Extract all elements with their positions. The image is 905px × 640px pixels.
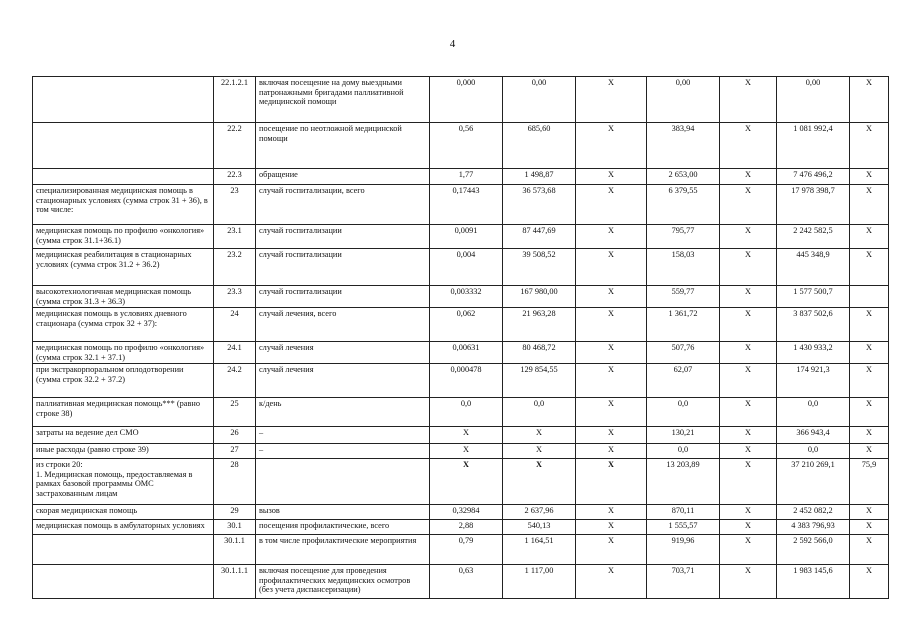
row-name-cell: медицинская помощь в условиях дневного стационара (сумма строк 32 + 37): bbox=[33, 308, 214, 342]
row-name-cell: при экстракорпоральном оплодотворении (сумма строк 32.2 + 37.2) bbox=[33, 364, 214, 398]
table-row bbox=[33, 364, 889, 398]
cost-cell: 1 498,87 bbox=[503, 169, 576, 185]
cost-cell: 1 164,51 bbox=[503, 535, 576, 565]
unit-cell: в том числе профилактические мероприятия bbox=[256, 535, 430, 565]
total-cell: 2 242 582,5 bbox=[777, 225, 850, 249]
per-capita-cell: 507,76 bbox=[647, 342, 720, 364]
percent-cell: X bbox=[850, 77, 889, 123]
percent-cell: X bbox=[850, 398, 889, 427]
percent-cell: X bbox=[850, 444, 889, 459]
cost-cell: 39 508,52 bbox=[503, 249, 576, 286]
total-cell: 4 383 796,93 bbox=[777, 520, 850, 535]
row-number-cell: 29 bbox=[214, 505, 256, 520]
per-capita-cell: 0,00 bbox=[647, 77, 720, 123]
row-name-cell: затраты на ведение дел СМО bbox=[33, 427, 214, 444]
unit-cell: посещение по неотложной медицинской помощи bbox=[256, 123, 430, 169]
row-name-cell: медицинская помощь по профилю «онкология» (сумма строк 31.1+36.1) bbox=[33, 225, 214, 249]
row-number-cell: 22.3 bbox=[214, 169, 256, 185]
x-cell: X bbox=[576, 286, 647, 308]
row-name-cell: паллиативная медицинская помощь*** (равно строке 38) bbox=[33, 398, 214, 427]
x-cell: X bbox=[720, 364, 777, 398]
norm-cell: X bbox=[430, 444, 503, 459]
table-row bbox=[33, 520, 889, 535]
cost-cell: 80 468,72 bbox=[503, 342, 576, 364]
per-capita-cell: 703,71 bbox=[647, 565, 720, 599]
norm-cell: 0,17443 bbox=[430, 185, 503, 225]
unit-cell: случай госпитализации, всего bbox=[256, 185, 430, 225]
x-cell: X bbox=[720, 520, 777, 535]
norm-cell: X bbox=[430, 459, 503, 505]
x-cell: X bbox=[576, 459, 647, 505]
total-cell: 37 210 269,1 bbox=[777, 459, 850, 505]
unit-cell: включая посещение для проведения профилактических медицинских осмотров (без учета диспансеризации) bbox=[256, 565, 430, 599]
table-row bbox=[33, 535, 889, 565]
norm-cell: 0,00631 bbox=[430, 342, 503, 364]
percent-cell: X bbox=[850, 565, 889, 599]
row-number-cell: 28 bbox=[214, 459, 256, 505]
total-cell: 1 983 145,6 bbox=[777, 565, 850, 599]
table-row bbox=[33, 308, 889, 342]
x-cell: X bbox=[576, 364, 647, 398]
norm-cell: 0,79 bbox=[430, 535, 503, 565]
table-row bbox=[33, 398, 889, 427]
per-capita-cell: 1 555,57 bbox=[647, 520, 720, 535]
row-name-cell bbox=[33, 123, 214, 169]
percent-cell: X bbox=[850, 249, 889, 286]
total-cell: 1 081 992,4 bbox=[777, 123, 850, 169]
row-number-cell: 23 bbox=[214, 185, 256, 225]
cost-cell: X bbox=[503, 444, 576, 459]
row-number-cell: 24.1 bbox=[214, 342, 256, 364]
table-row bbox=[33, 505, 889, 520]
cost-cell: 87 447,69 bbox=[503, 225, 576, 249]
unit-cell: включая посещение на дому выездными патронажными бригадами паллиативной медицинской помощи bbox=[256, 77, 430, 123]
percent-cell bbox=[850, 286, 889, 308]
cost-cell: 685,60 bbox=[503, 123, 576, 169]
cost-cell: 36 573,68 bbox=[503, 185, 576, 225]
unit-cell: случай лечения bbox=[256, 342, 430, 364]
per-capita-cell: 559,77 bbox=[647, 286, 720, 308]
per-capita-cell: 62,07 bbox=[647, 364, 720, 398]
row-name-cell bbox=[33, 77, 214, 123]
percent-cell: X bbox=[850, 169, 889, 185]
total-cell: 445 348,9 bbox=[777, 249, 850, 286]
row-name-cell bbox=[33, 169, 214, 185]
norm-cell: 0,0091 bbox=[430, 225, 503, 249]
unit-cell: обращение bbox=[256, 169, 430, 185]
row-number-cell: 24.2 bbox=[214, 364, 256, 398]
row-name-cell: медицинская реабилитация в стационарных условиях (сумма строк 31.2 + 36.2) bbox=[33, 249, 214, 286]
cost-cell: 129 854,55 bbox=[503, 364, 576, 398]
table-row bbox=[33, 459, 889, 505]
row-number-cell: 23.2 bbox=[214, 249, 256, 286]
per-capita-cell: 1 361,72 bbox=[647, 308, 720, 342]
x-cell: X bbox=[720, 427, 777, 444]
row-name-cell: специализированная медицинская помощь в стационарных условиях (сумма строк 31 + 36), в том числе: bbox=[33, 185, 214, 225]
x-cell: X bbox=[576, 169, 647, 185]
x-cell: X bbox=[720, 123, 777, 169]
unit-cell: – bbox=[256, 444, 430, 459]
x-cell: X bbox=[720, 398, 777, 427]
page-number: 4 bbox=[449, 38, 456, 50]
row-name-cell: из строки 20: 1. Медицинская помощь, предоставляемая в рамках базовой программы ОМС застрахованным лицам bbox=[33, 459, 214, 505]
per-capita-cell: 2 653,00 bbox=[647, 169, 720, 185]
table-row bbox=[33, 77, 889, 123]
norm-cell: 0,004 bbox=[430, 249, 503, 286]
percent-cell: X bbox=[850, 342, 889, 364]
cost-cell: 2 637,96 bbox=[503, 505, 576, 520]
x-cell: X bbox=[720, 308, 777, 342]
row-name-cell: скорая медицинская помощь bbox=[33, 505, 214, 520]
norm-cell: 0,000478 bbox=[430, 364, 503, 398]
total-cell: 17 978 398,7 bbox=[777, 185, 850, 225]
x-cell: X bbox=[576, 505, 647, 520]
unit-cell: – bbox=[256, 427, 430, 444]
table-row bbox=[33, 225, 889, 249]
unit-cell: посещения профилактические, всего bbox=[256, 520, 430, 535]
x-cell: X bbox=[720, 185, 777, 225]
per-capita-cell: 795,77 bbox=[647, 225, 720, 249]
x-cell: X bbox=[720, 286, 777, 308]
total-cell: 7 476 496,2 bbox=[777, 169, 850, 185]
x-cell: X bbox=[720, 225, 777, 249]
x-cell: X bbox=[720, 459, 777, 505]
x-cell: X bbox=[576, 225, 647, 249]
percent-cell: 75,9 bbox=[850, 459, 889, 505]
row-number-cell: 30.1 bbox=[214, 520, 256, 535]
x-cell: X bbox=[576, 185, 647, 225]
x-cell: X bbox=[720, 505, 777, 520]
table-row bbox=[33, 342, 889, 364]
row-number-cell: 30.1.1.1 bbox=[214, 565, 256, 599]
x-cell: X bbox=[720, 77, 777, 123]
x-cell: X bbox=[720, 565, 777, 599]
row-name-cell: иные расходы (равно строке 39) bbox=[33, 444, 214, 459]
percent-cell: X bbox=[850, 123, 889, 169]
per-capita-cell: 383,94 bbox=[647, 123, 720, 169]
unit-cell: случай лечения bbox=[256, 364, 430, 398]
norm-cell: X bbox=[430, 427, 503, 444]
x-cell: X bbox=[576, 427, 647, 444]
x-cell: X bbox=[720, 535, 777, 565]
unit-cell: случай госпитализации bbox=[256, 225, 430, 249]
x-cell: X bbox=[576, 565, 647, 599]
total-cell: 1 430 933,2 bbox=[777, 342, 850, 364]
row-name-cell: медицинская помощь по профилю «онкология» (сумма строк 32.1 + 37.1) bbox=[33, 342, 214, 364]
total-cell: 3 837 502,6 bbox=[777, 308, 850, 342]
row-number-cell: 27 bbox=[214, 444, 256, 459]
norm-cell: 1,77 bbox=[430, 169, 503, 185]
percent-cell: X bbox=[850, 185, 889, 225]
table-row bbox=[33, 444, 889, 459]
norm-cell: 0,003332 bbox=[430, 286, 503, 308]
x-cell: X bbox=[576, 520, 647, 535]
table-row bbox=[33, 565, 889, 599]
unit-cell: случай лечения, всего bbox=[256, 308, 430, 342]
per-capita-cell: 0,0 bbox=[647, 398, 720, 427]
table-row bbox=[33, 185, 889, 225]
norm-cell: 0,0 bbox=[430, 398, 503, 427]
percent-cell: X bbox=[850, 535, 889, 565]
total-cell: 2 452 082,2 bbox=[777, 505, 850, 520]
x-cell: X bbox=[576, 308, 647, 342]
cost-cell: 0,00 bbox=[503, 77, 576, 123]
x-cell: X bbox=[576, 249, 647, 286]
total-cell: 2 592 566,0 bbox=[777, 535, 850, 565]
row-number-cell: 23.3 bbox=[214, 286, 256, 308]
table-row bbox=[33, 427, 889, 444]
x-cell: X bbox=[720, 444, 777, 459]
percent-cell: X bbox=[850, 308, 889, 342]
cost-cell: 21 963,28 bbox=[503, 308, 576, 342]
row-name-cell: медицинская помощь в амбулаторных условиях bbox=[33, 520, 214, 535]
total-cell: 0,0 bbox=[777, 398, 850, 427]
row-name-cell bbox=[33, 535, 214, 565]
per-capita-cell: 6 379,55 bbox=[647, 185, 720, 225]
per-capita-cell: 13 203,89 bbox=[647, 459, 720, 505]
row-number-cell: 30.1.1 bbox=[214, 535, 256, 565]
norm-cell: 0,56 bbox=[430, 123, 503, 169]
table-row bbox=[33, 169, 889, 185]
cost-cell: 1 117,00 bbox=[503, 565, 576, 599]
row-number-cell: 23.1 bbox=[214, 225, 256, 249]
x-cell: X bbox=[576, 398, 647, 427]
cost-cell: 0,0 bbox=[503, 398, 576, 427]
unit-cell: случай госпитализации bbox=[256, 249, 430, 286]
total-cell: 0,00 bbox=[777, 77, 850, 123]
row-number-cell: 24 bbox=[214, 308, 256, 342]
percent-cell: X bbox=[850, 364, 889, 398]
norm-cell: 0,000 bbox=[430, 77, 503, 123]
x-cell: X bbox=[720, 249, 777, 286]
x-cell: X bbox=[576, 77, 647, 123]
per-capita-cell: 919,96 bbox=[647, 535, 720, 565]
x-cell: X bbox=[720, 342, 777, 364]
cost-cell: 167 980,00 bbox=[503, 286, 576, 308]
x-cell: X bbox=[720, 169, 777, 185]
table-row bbox=[33, 249, 889, 286]
financing-table bbox=[32, 76, 889, 599]
table-row bbox=[33, 123, 889, 169]
unit-cell: к/день bbox=[256, 398, 430, 427]
x-cell: X bbox=[576, 535, 647, 565]
total-cell: 0,0 bbox=[777, 444, 850, 459]
x-cell: X bbox=[576, 342, 647, 364]
x-cell: X bbox=[576, 123, 647, 169]
norm-cell: 0,63 bbox=[430, 565, 503, 599]
unit-cell bbox=[256, 459, 430, 505]
row-number-cell: 22.1.2.1 bbox=[214, 77, 256, 123]
percent-cell: X bbox=[850, 505, 889, 520]
per-capita-cell: 130,21 bbox=[647, 427, 720, 444]
row-number-cell: 26 bbox=[214, 427, 256, 444]
norm-cell: 0,062 bbox=[430, 308, 503, 342]
cost-cell: X bbox=[503, 427, 576, 444]
row-name-cell bbox=[33, 565, 214, 599]
norm-cell: 0,32984 bbox=[430, 505, 503, 520]
per-capita-cell: 0,0 bbox=[647, 444, 720, 459]
table-row bbox=[33, 286, 889, 308]
percent-cell: X bbox=[850, 225, 889, 249]
row-number-cell: 22.2 bbox=[214, 123, 256, 169]
cost-cell: X bbox=[503, 459, 576, 505]
norm-cell: 2,88 bbox=[430, 520, 503, 535]
row-number-cell: 25 bbox=[214, 398, 256, 427]
percent-cell: X bbox=[850, 520, 889, 535]
total-cell: 174 921,3 bbox=[777, 364, 850, 398]
per-capita-cell: 158,03 bbox=[647, 249, 720, 286]
total-cell: 366 943,4 bbox=[777, 427, 850, 444]
row-name-cell: высокотехнологичная медицинская помощь (сумма строк 31.3 + 36.3) bbox=[33, 286, 214, 308]
per-capita-cell: 870,11 bbox=[647, 505, 720, 520]
percent-cell: X bbox=[850, 427, 889, 444]
cost-cell: 540,13 bbox=[503, 520, 576, 535]
unit-cell: вызов bbox=[256, 505, 430, 520]
total-cell: 1 577 500,7 bbox=[777, 286, 850, 308]
unit-cell: случай госпитализации bbox=[256, 286, 430, 308]
x-cell: X bbox=[576, 444, 647, 459]
